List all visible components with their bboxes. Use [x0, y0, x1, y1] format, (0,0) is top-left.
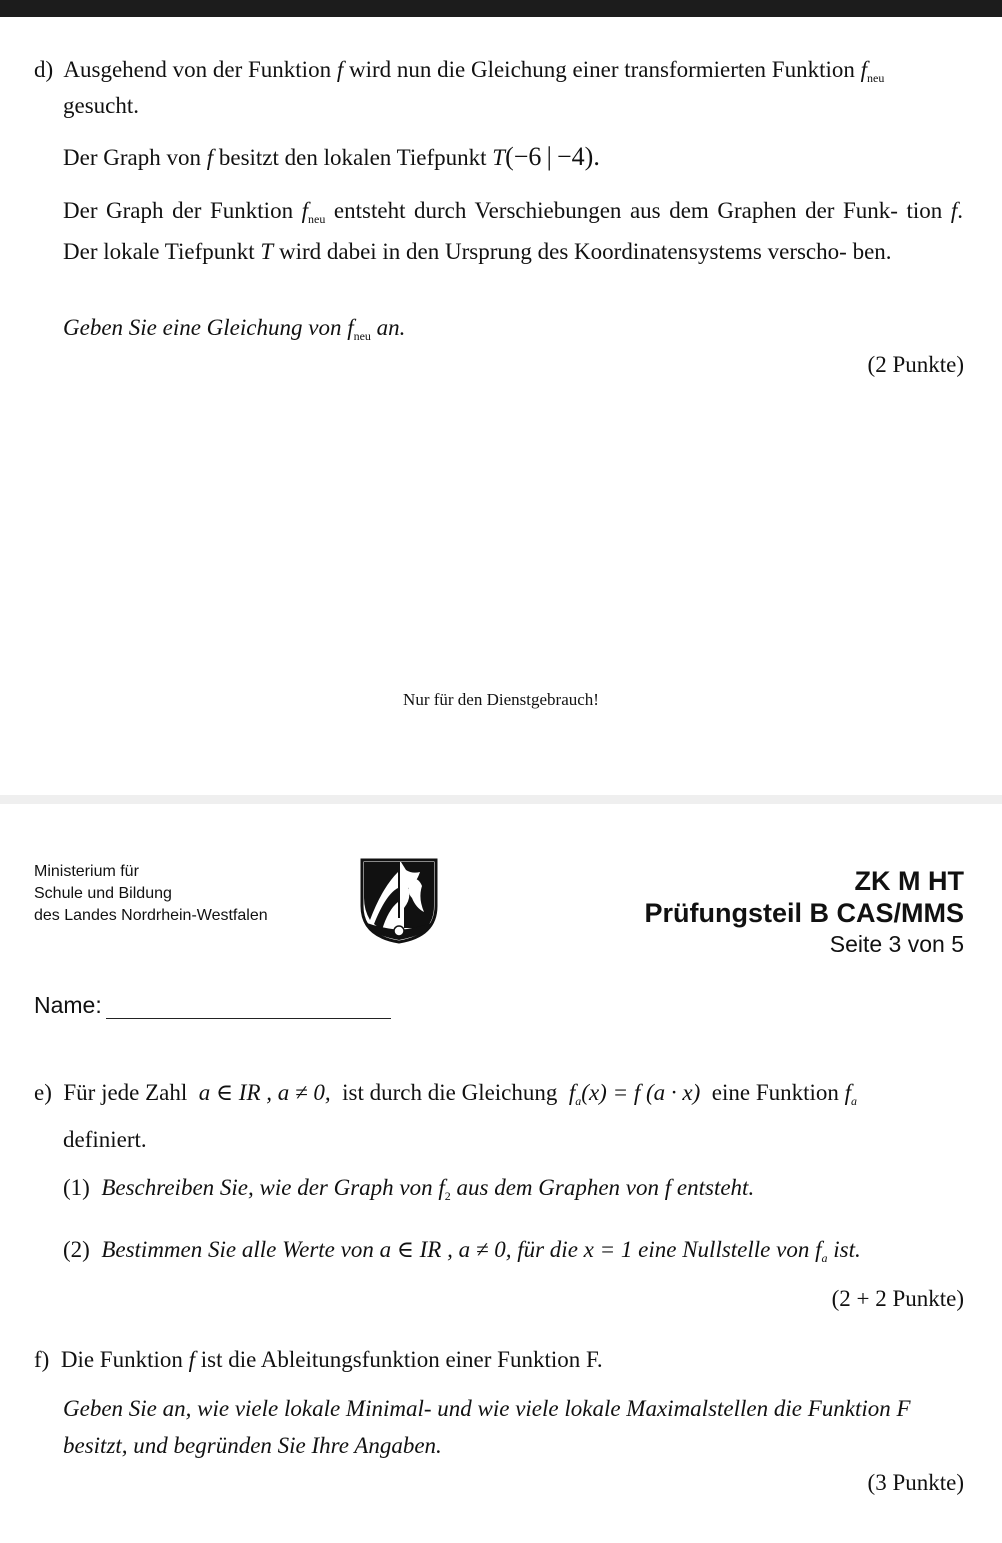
part-f-task-line2: besitzt, und begründen Sie Ihre Angaben.	[63, 1433, 442, 1458]
part-e-line1: e) Für jede Zahl a ∈ IR , a ≠ 0, ist durch die Gleichung $f_a(x) = f$ (a · x) eine Funktion $f_a$	[34, 1080, 858, 1108]
page-number: Seite 3 von 5	[829, 931, 964, 957]
ministry-block: Ministerium für Schule und Bildung des Landes Nordrhein-Westfalen	[34, 863, 268, 924]
part-e-points: (2 + 2 Punkte)	[831, 1286, 964, 1311]
name-field[interactable]	[34, 992, 391, 1019]
top-bar	[0, 0, 1002, 17]
part-f-line1: f) Die Funktion f ist die Ableitungsfunktion einer Funktion F.	[34, 1347, 603, 1372]
exam-code: ZK M HT	[854, 866, 964, 896]
part-d-line1: d) Ausgehend von der Funktion f wird nun die Gleichung einer transformierten Funktion $f_{neu}$	[34, 57, 885, 85]
exam-part: Prüfungsteil B CAS/MMS	[644, 898, 964, 928]
part-f-task-line1: Geben Sie an, wie viele lokale Minimal- und wie viele lokale Maximalstellen die Funktion F	[63, 1396, 911, 1421]
part-e-line2: definiert.	[63, 1127, 147, 1152]
part-d-tiefpunkt: Der Graph von f besitzt den lokalen Tiefpunkt T(−6 | −4).	[63, 142, 600, 171]
name-line[interactable]	[106, 1000, 391, 1019]
part-f-points: (3 Punkte)	[867, 1470, 964, 1495]
part-e-subtask-2: (2) Bestimmen Sie alle Werte von a ∈ IR , a ≠ 0, für die x = 1 eine Nullstelle von $f_a$ ist.	[63, 1237, 861, 1265]
part-d-task: Geben Sie eine Gleichung von $f_{neu}$ an.	[63, 315, 406, 343]
page-break	[0, 795, 1002, 804]
footer-note: Nur für den Dienstgebrauch!	[403, 690, 599, 709]
part-d-line2: gesucht.	[63, 93, 140, 118]
part-d-paragraph: Der Graph der Funktion $f_{neu}$ entsteht durch Verschiebungen aus dem Graphen der Funk- tion f. Der lokale Tiefpunkt T wird dabei in den Ursprung des Koordinatensystems verscho- ben.	[63, 198, 964, 264]
part-d-points: (2 Punkte)	[867, 352, 964, 377]
name-label: Name:	[34, 992, 102, 1018]
part-e-subtask-1: (1) Beschreiben Sie, wie der Graph von $f_2$ aus dem Graphen von f entsteht.	[63, 1175, 755, 1203]
nrw-coat-of-arms-icon	[360, 858, 438, 944]
